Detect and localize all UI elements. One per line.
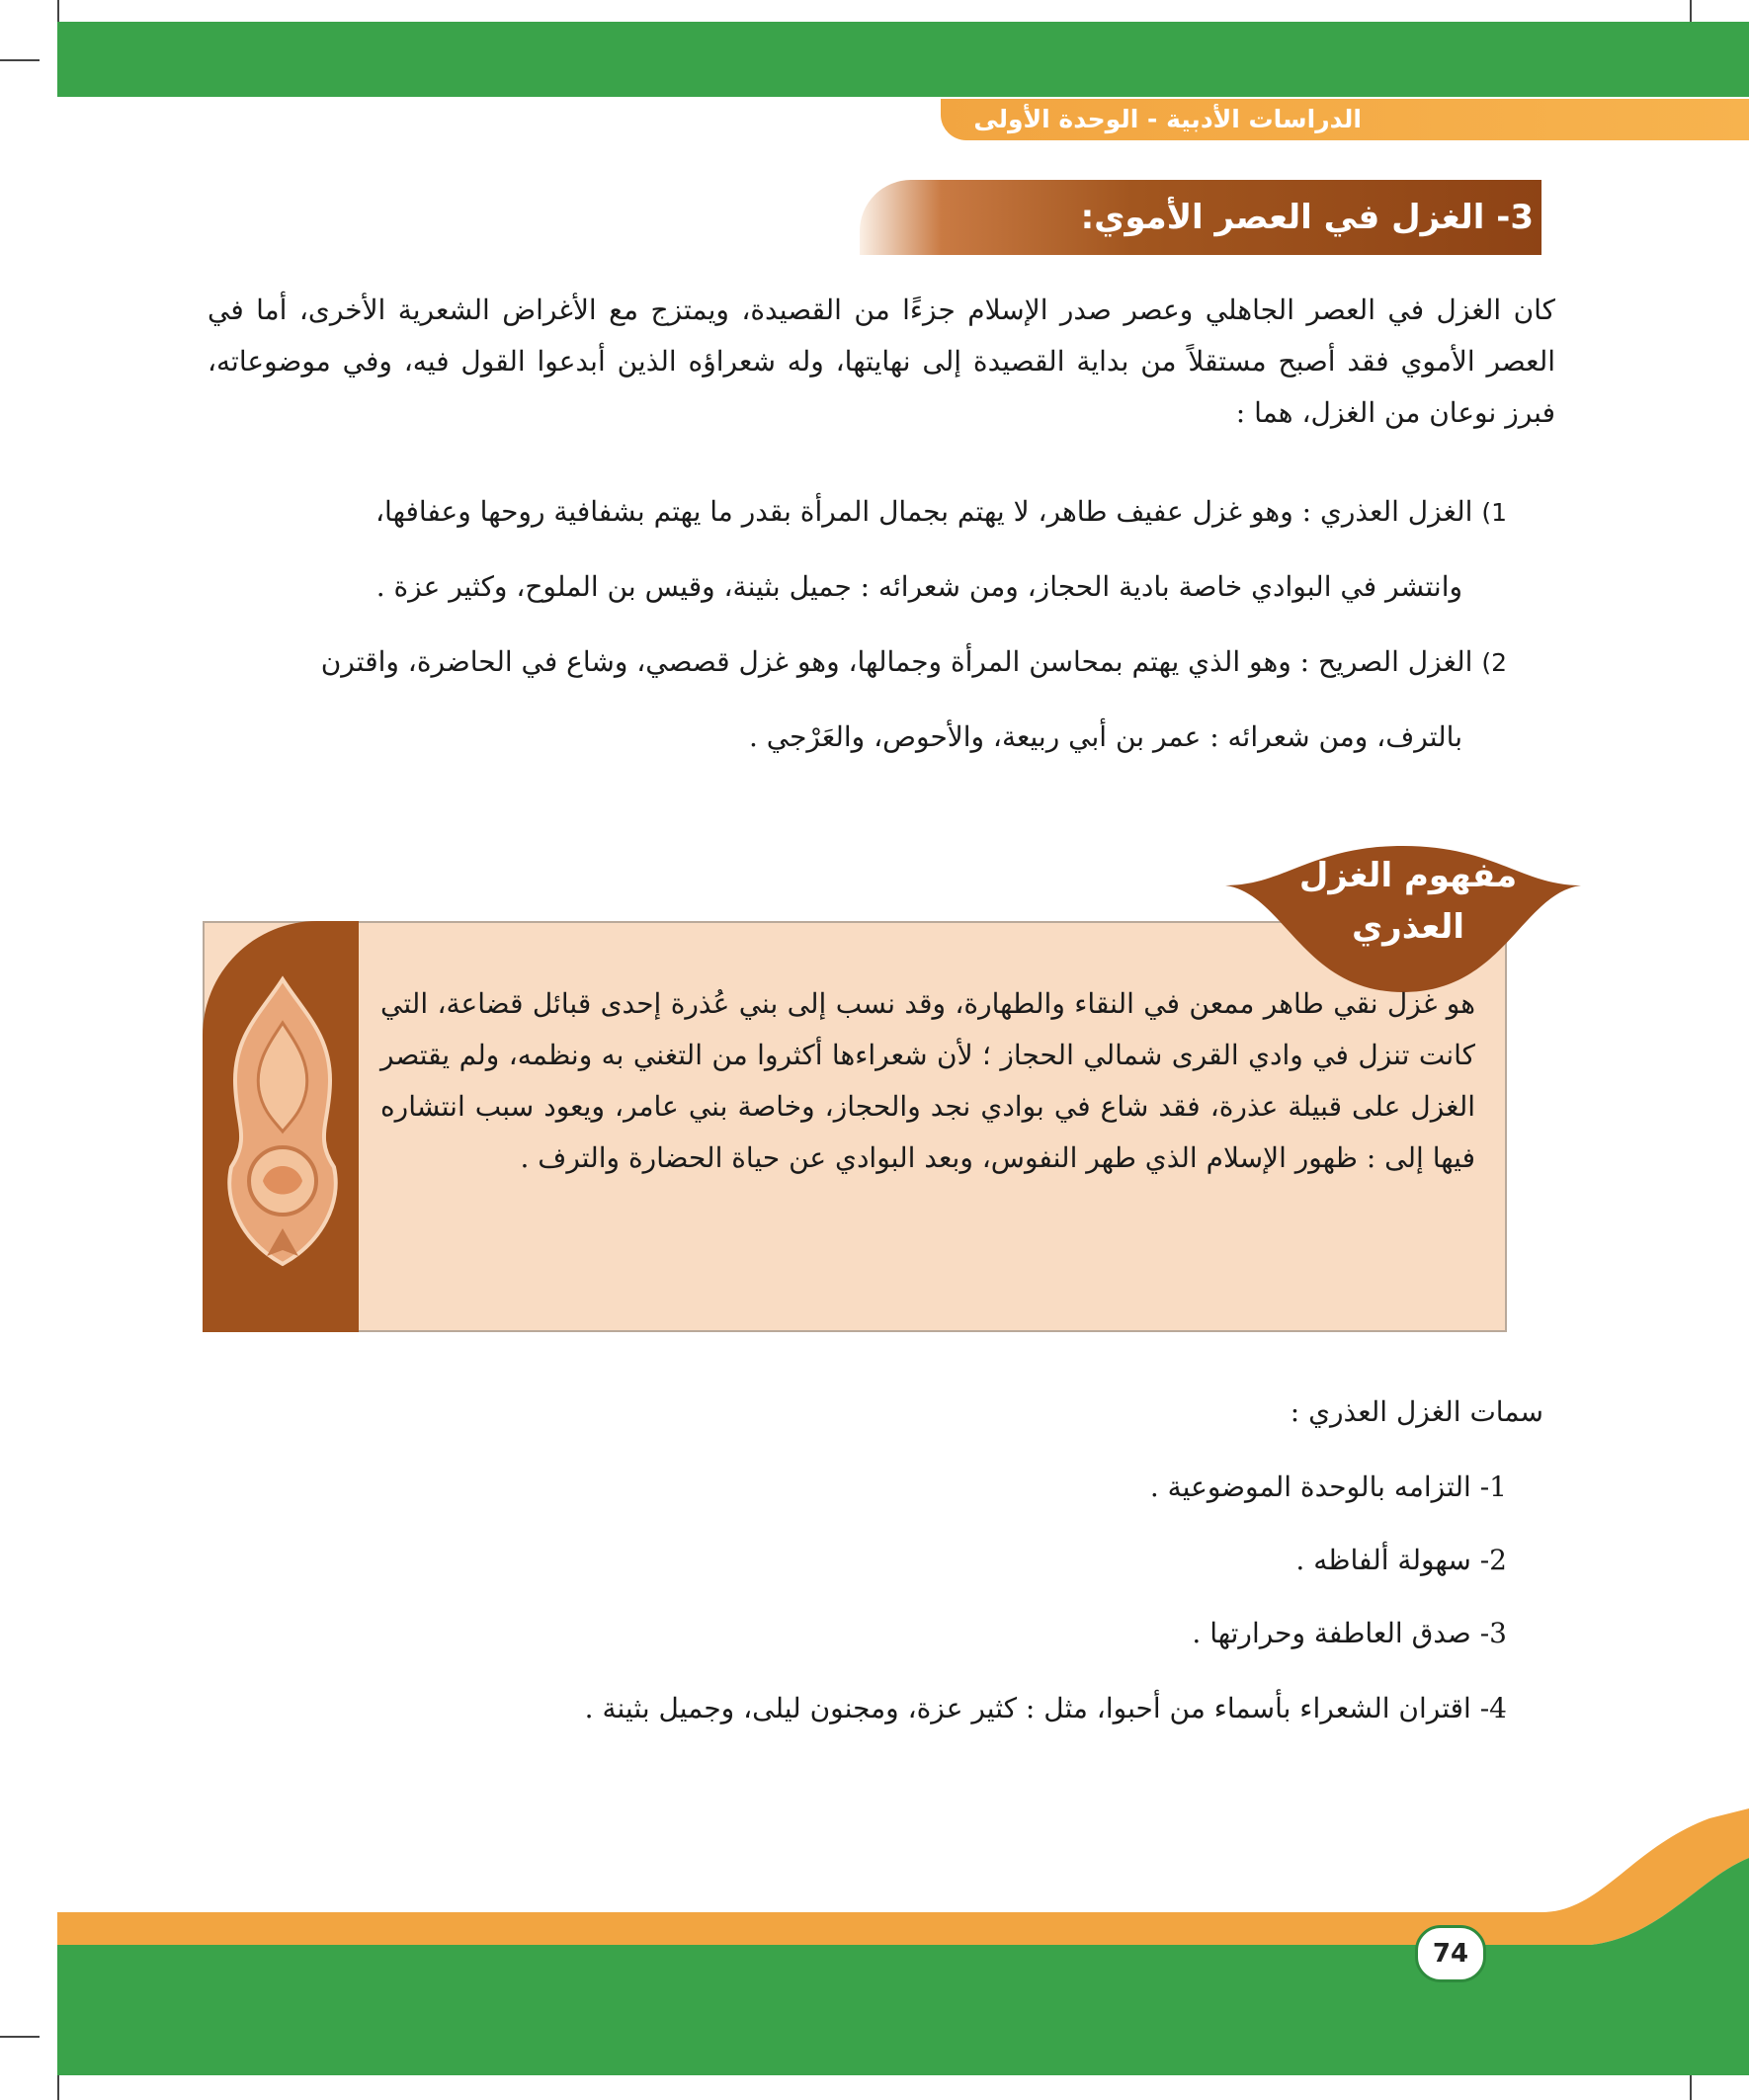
concept-definition: هو غزل نقي طاهر ممعن في النقاء والطهارة، وقد نسب إلى بني عُذرة إحدى قبائل قضاعة، التي كانت تنزل في وادي القرى شمالي الحجاز ؛ لأن شعراءها أكثروا من التغني به ونظمه، ولم يقتصر الغزل على قبيلة عذرة، فقد شاع في بوادي نجد والحجاز، وخاصة بني عامر، ويعود سبب انتشاره فيها إلى : ظهور الإسلام الذي طهر النفوس، وبعد البوادي عن حياة الحضارة والترف .	[380, 987, 1476, 1174]
top-green-band	[57, 22, 1749, 97]
type-item-1-line1	[193, 474, 1507, 550]
type-item-2-line2: بالترف، ومن شعرائه : عمر بن أبي ربيعة، والأحوص، والعَرْجي .	[748, 720, 1462, 753]
crop-mark	[0, 59, 40, 61]
trait-item: 4- اقتران الشعراء بأسماء من أحبوا، مثل : كثير عزة، ومجنون ليلى، وجميل بثينة .	[584, 1692, 1507, 1724]
concept-label	[1294, 850, 1522, 953]
type-item-2-line1	[193, 625, 1507, 701]
concept-label-line1: مفهوم الغزل	[1298, 856, 1518, 895]
intro-paragraph: كان الغزل في العصر الجاهلي وعصر صدر الإسلام جزءًا من القصيدة، ويمتزج مع الأغراض الشعرية الأخرى، أما في العصر الأموي فقد أصبح مستقلاً من بداية القصيدة إلى نهايتها، وله شعراؤه الذين أبدعوا القول فيه، وفي موضوعاته، فبرز نوعان من الغزل، هما :	[208, 294, 1555, 429]
trait-item: 2- سهولة ألفاظه .	[1295, 1544, 1507, 1576]
page-number: 74	[1415, 1925, 1486, 1982]
type-item-2-text: الغزل الصريح : وهو الذي يهتم بمحاسن المرأة وجمالها، وهو غزل قصصي، وشاع في الحاضرة، واقترن	[320, 645, 1473, 678]
trait-item: 1- التزامه بالوحدة الموضوعية .	[1149, 1470, 1507, 1503]
section-title: 3- الغزل في العصر الأموي:	[1080, 198, 1534, 237]
type-item-1-number: 1)	[1481, 498, 1507, 527]
crop-mark	[57, 0, 59, 22]
header-unit-label: الدراسات الأدبية - الوحدة الأولى	[973, 105, 1362, 133]
type-item-2-number: 2)	[1481, 648, 1507, 677]
traits-title: سمات الغزل العذري :	[1290, 1395, 1543, 1428]
type-item-1-line2: وانتشر في البوادي خاصة بادية الحجاز، ومن شعرائه : جميل بثينة، وقيس بن الملوح، وكثير عزة .	[375, 570, 1462, 603]
trait-item: 3- صدق العاطفة وحرارتها .	[1192, 1617, 1507, 1649]
concept-label-line2: العذري	[1352, 907, 1464, 947]
ornament-icon	[219, 973, 346, 1270]
footer-wave-band	[0, 1808, 1749, 2100]
type-item-1-text: الغزل العذري : وهو غزل عفيف طاهر، لا يهتم بجمال المرأة بقدر ما يهتم بشفافية روحها وعفافها،	[375, 495, 1473, 528]
crop-mark	[1690, 0, 1692, 22]
